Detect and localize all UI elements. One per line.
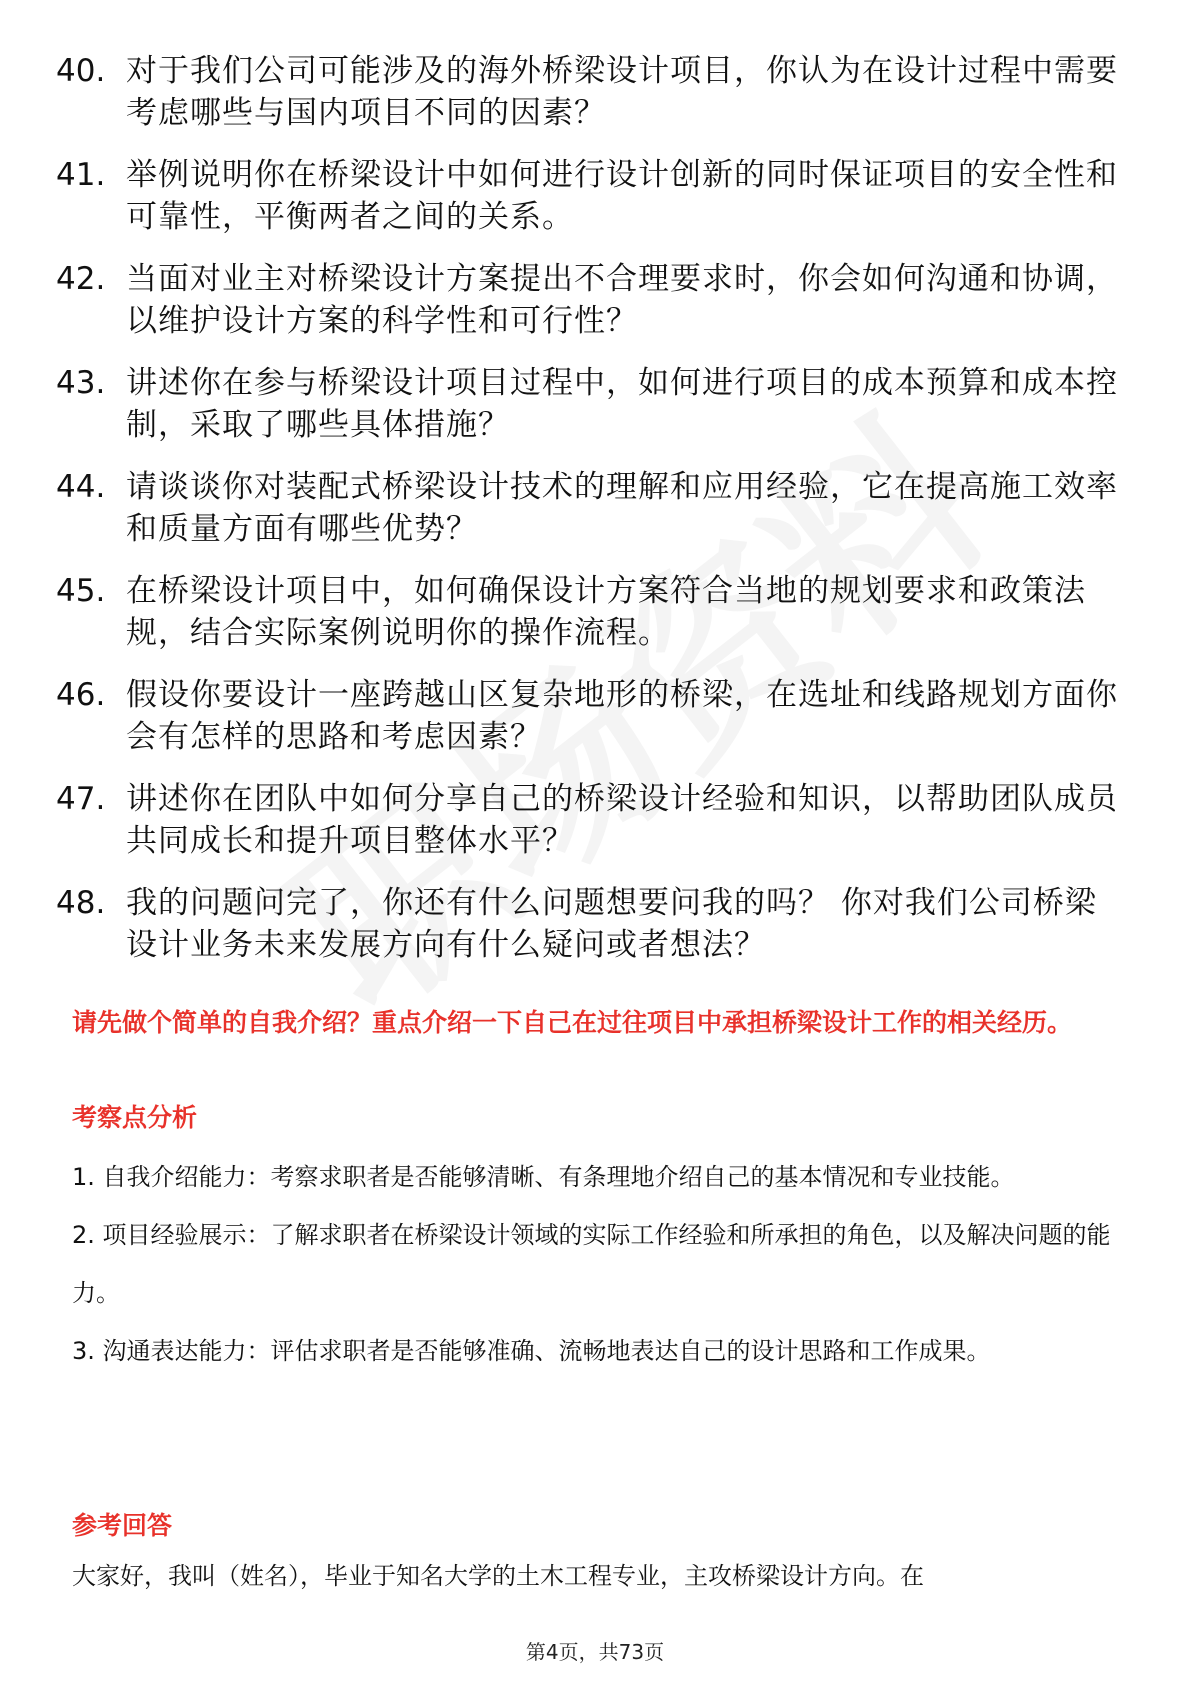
analysis-points bbox=[72, 1148, 1132, 1380]
answer-heading: 参考回答 bbox=[72, 1511, 173, 1540]
question-text: 在桥梁设计项目中，如何确保设计方案符合当地的规划要求和政策法规，结合实际案例说明你的操作流程。 bbox=[126, 573, 1086, 651]
question-text: 举例说明你在桥梁设计中如何进行设计创新的同时保证项目的安全性和可靠性，平衡两者之间的关系。 bbox=[126, 157, 1118, 235]
question-item bbox=[56, 466, 1136, 550]
question-item bbox=[56, 258, 1136, 342]
question-text: 当面对业主对桥梁设计方案提出不合理要求时，你会如何沟通和协调，以维护设计方案的科学性和可行性？ bbox=[126, 261, 1118, 339]
question-item bbox=[56, 362, 1136, 446]
question-number: 43. bbox=[56, 365, 106, 401]
question-item bbox=[56, 50, 1136, 134]
question-list bbox=[56, 50, 1136, 986]
question-item bbox=[56, 154, 1136, 238]
question-number: 42. bbox=[56, 261, 106, 297]
interview-prompt: 请先做个简单的自我介绍？重点介绍一下自己在过往项目中承担桥梁设计工作的相关经历。 bbox=[72, 1008, 1073, 1037]
question-text: 对于我们公司可能涉及的海外桥梁设计项目，你认为在设计过程中需要考虑哪些与国内项目不同的因素？ bbox=[126, 53, 1118, 131]
question-number: 45. bbox=[56, 573, 106, 609]
question-item bbox=[56, 674, 1136, 758]
question-text: 请谈谈你对装配式桥梁设计技术的理解和应用经验，它在提高施工效率和质量方面有哪些优势？ bbox=[126, 469, 1118, 547]
question-number: 44. bbox=[56, 469, 106, 505]
question-text: 讲述你在团队中如何分享自己的桥梁设计经验和知识，以帮助团队成员共同成长和提升项目整体水平？ bbox=[126, 781, 1118, 859]
question-number: 46. bbox=[56, 677, 106, 713]
analysis-heading: 考察点分析 bbox=[72, 1103, 198, 1132]
analysis-point: 1. 自我介绍能力：考察求职者是否能够清晰、有条理地介绍自己的基本情况和专业技能。 bbox=[72, 1163, 1015, 1191]
question-text: 讲述你在参与桥梁设计项目过程中，如何进行项目的成本预算和成本控制，采取了哪些具体措施？ bbox=[126, 365, 1118, 443]
page-footer: 第4页，共73页 bbox=[525, 1640, 665, 1664]
question-item bbox=[56, 570, 1136, 654]
question-number: 41. bbox=[56, 157, 106, 193]
question-number: 48. bbox=[56, 885, 106, 921]
question-number: 47. bbox=[56, 781, 106, 817]
question-item bbox=[56, 882, 1136, 966]
question-text: 我的问题问完了，你还有什么问题想要问我的吗？ 你对我们公司桥梁设计业务未来发展方向有什么疑问或者想法？ bbox=[126, 885, 1097, 963]
question-item bbox=[56, 778, 1136, 862]
question-number: 40. bbox=[56, 53, 106, 89]
question-text: 假设你要设计一座跨越山区复杂地形的桥梁，在选址和线路规划方面你会有怎样的思路和考虑因素？ bbox=[126, 677, 1118, 755]
answer-text: 大家好，我叫（姓名），毕业于知名大学的土木工程专业，主攻桥梁设计方向。在 bbox=[72, 1562, 924, 1590]
analysis-point: 3. 沟通表达能力：评估求职者是否能够准确、流畅地表达自己的设计思路和工作成果。 bbox=[72, 1337, 991, 1365]
analysis-point: 2. 项目经验展示：了解求职者在桥梁设计领域的实际工作经验和所承担的角色，以及解决问题的能力。 bbox=[72, 1221, 1111, 1307]
